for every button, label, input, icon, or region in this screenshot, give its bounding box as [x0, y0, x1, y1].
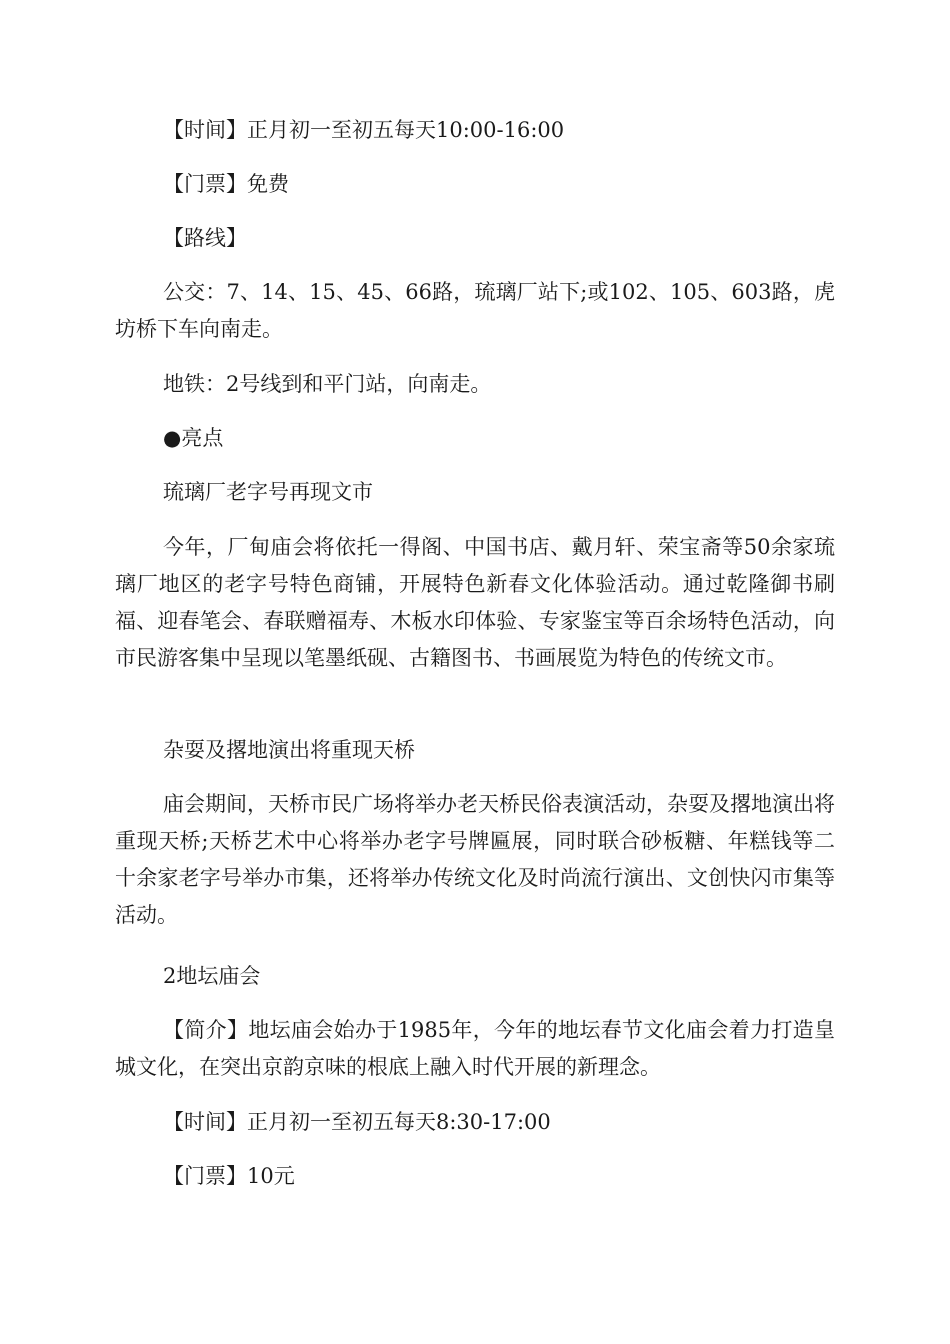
paragraph-tianqiao-body: 庙会期间，天桥市民广场将举办老天桥民俗表演活动，杂耍及撂地演出将重现天桥;天桥艺术中心将举办老字号牌匾展，同时联合砂板糖、年糕钱等二十余家老字号举办市集，还将举办传统文化及时尚流行演出、文创快闪市集等活动。	[115, 792, 835, 927]
paragraph-subheading-liulichang: 琉璃厂老字号再现文市	[163, 480, 373, 504]
paragraph-route-heading: 【路线】	[163, 226, 247, 250]
paragraph-liulichang-body: 今年，厂甸庙会将依托一得阁、中国书店、戴月轩、荣宝斋等50余家琉璃厂地区的老字号特色商铺，开展特色新春文化体验活动。通过乾隆御书刷福、迎春笔会、春联赠福寿、木板水印体验、专家鉴宝等百余场特色活动，向市民游客集中呈现以笔墨纸砚、古籍图书、书画展览为特色的传统文市。	[115, 535, 835, 670]
paragraph-ditan-heading: 2地坛庙会	[163, 964, 261, 988]
paragraph-ditan-time: 【时间】正月初一至初五每天8:30-17:00	[163, 1110, 551, 1134]
paragraph-ditan-ticket: 【门票】10元	[163, 1164, 295, 1188]
paragraph-ticket: 【门票】免费	[163, 172, 289, 196]
paragraph-time: 【时间】正月初一至初五每天10:00-16:00	[163, 118, 565, 142]
paragraph-ditan-intro: 【简介】地坛庙会始办于1985年，今年的地坛春节文化庙会着力打造皇城文化，在突出京韵京味的根底上融入时代开展的新理念。	[115, 1018, 835, 1079]
paragraph-highlights-heading: ●亮点	[163, 426, 224, 450]
paragraph-subheading-tianqiao: 杂耍及撂地演出将重现天桥	[163, 738, 415, 762]
paragraph-bus-route: 公交：7、14、15、45、66路，琉璃厂站下;或102、105、603路，虎坊桥下车向南走。	[115, 280, 835, 341]
paragraph-subway-route: 地铁：2号线到和平门站，向南走。	[163, 372, 492, 396]
